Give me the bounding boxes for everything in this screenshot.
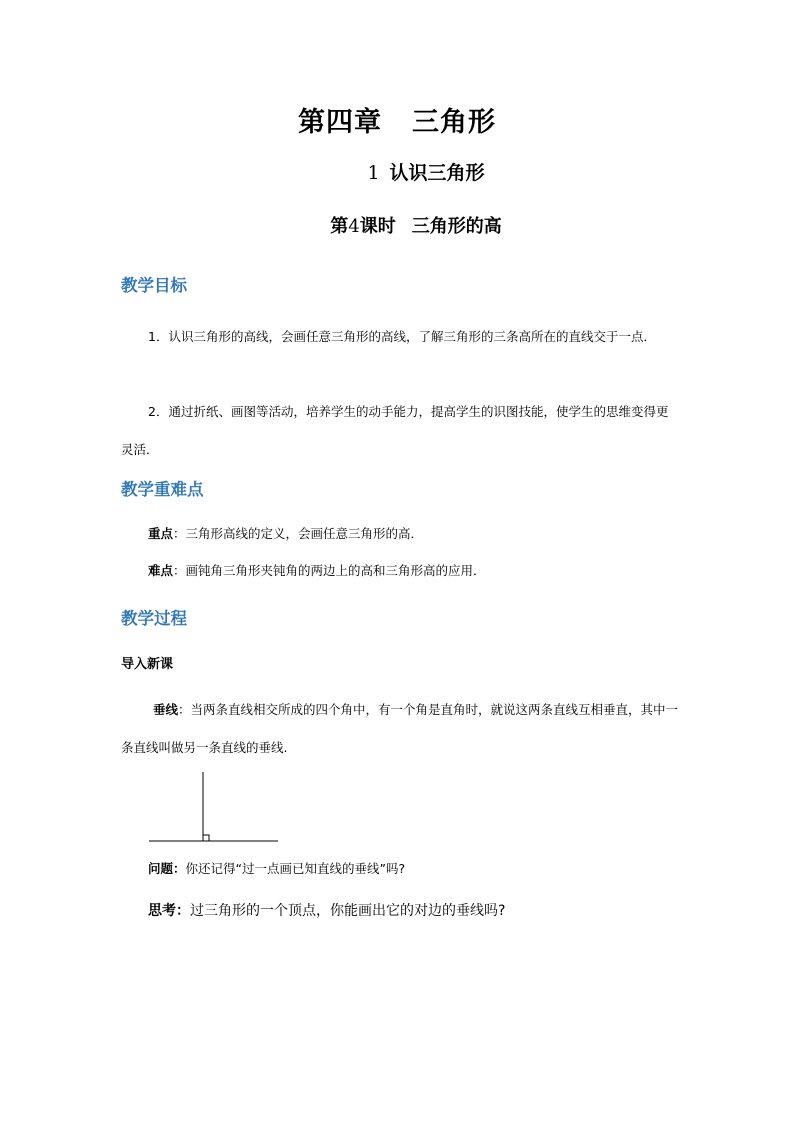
think-text: 过三角形的一个顶点，你能画出它的对边的垂线吗? xyxy=(190,903,506,919)
difficult-text: ：画钝角三角形夹钝角的两边上的高和三角形高的应用． xyxy=(173,563,486,578)
perpendicular-label: 垂线 xyxy=(153,702,179,717)
goals-heading: 教学目标 xyxy=(121,276,187,295)
section-text: 认识三角形 xyxy=(389,162,485,184)
key-point xyxy=(148,524,423,542)
perpendicular-diagram xyxy=(146,772,282,846)
difficult-label: 难点 xyxy=(148,563,174,578)
keypoints-heading: 教学重难点 xyxy=(121,480,204,499)
section-number: 1 xyxy=(367,162,380,184)
perpendicular-text: ：当两条直线相交所成的四个角中，有一个角是直角时，就说这两条直线互相垂直，其中一条直线叫做另一条直线的垂线. xyxy=(121,702,679,755)
goal-item-1: 1．认识三角形的高线，会画任意三角形的高线，了解三角形的三条高所在的直线交于一点． xyxy=(148,329,656,344)
question-label: 问题： xyxy=(148,861,186,876)
key-text: ：三角形高线的定义，会画任意三角形的高． xyxy=(173,526,424,541)
lesson-number: 4 xyxy=(348,216,360,237)
think-label: 思考： xyxy=(148,903,190,919)
lesson-title xyxy=(0,212,794,238)
perpendicular-definition xyxy=(121,691,681,767)
process-heading: 教学过程 xyxy=(121,609,187,628)
question-line xyxy=(148,859,405,877)
lesson-suffix: 课时 xyxy=(359,216,396,237)
difficult-point xyxy=(148,561,486,579)
intro-heading: 导入新课 xyxy=(121,657,174,672)
lesson-topic: 三角形的高 xyxy=(411,216,502,237)
think-line xyxy=(148,900,505,920)
key-label: 重点 xyxy=(148,526,174,541)
section-title xyxy=(0,158,794,185)
chapter-title xyxy=(0,100,794,139)
chapter-number: 第四章 xyxy=(298,107,382,138)
goal-item-2: 2．通过折纸、画图等活动，培养学生的动手能力，提高学生的识图技能，使学生的思维变得更灵活． xyxy=(121,404,669,457)
chapter-name: 三角形 xyxy=(412,107,496,138)
right-angle-mark xyxy=(203,835,209,841)
lesson-prefix: 第 xyxy=(330,216,349,237)
question-text: 你还记得“过一点画已知直线的垂线”吗? xyxy=(185,861,406,876)
